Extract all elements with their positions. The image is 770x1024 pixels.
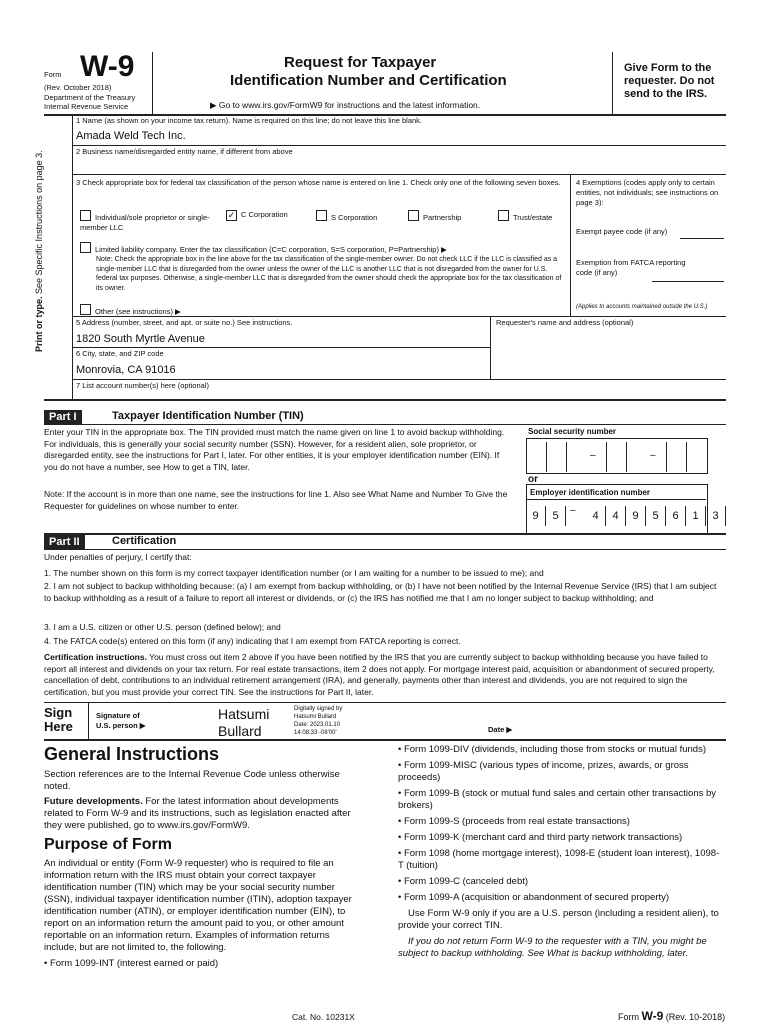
general-p1: Section references are to the Internal Revenue Code unless otherwise noted. xyxy=(44,769,340,792)
individual-checkbox[interactable] xyxy=(80,210,91,221)
give-form-1: Give Form to the xyxy=(624,62,712,74)
ein-dash: – xyxy=(570,505,576,516)
exempt-payee-code[interactable]: Exempt payee code (if any) xyxy=(576,227,668,236)
ein-digit[interactable]: 1 xyxy=(686,506,706,526)
bullet-1098: • Form 1098 (home mortgage interest), 1098-E (student loan interest), 1098-T (tuition) xyxy=(398,848,720,871)
ein-digit[interactable]: 5 xyxy=(546,506,566,526)
part1-note: Note: If the account is in more than one name, see the instructions for line 1. Also see What Name and Number To Give the Requester for guidelines on whose number to enter. xyxy=(44,489,508,511)
fatca-code[interactable]: Exemption from FATCA reporting code (if any) xyxy=(576,258,686,277)
ein-digit[interactable]: 9 xyxy=(626,506,646,526)
city-value[interactable]: Monrovia, CA 91016 xyxy=(76,364,176,376)
line6-label: 6 City, state, and ZIP code xyxy=(76,349,164,358)
form-title-1: Request for Taxpayer xyxy=(284,54,437,71)
ein-digit[interactable]: 4 xyxy=(586,506,606,526)
ssn-label: Social security number xyxy=(528,427,617,436)
give-form-2: requester. Do not xyxy=(624,75,715,87)
irs-service: Internal Revenue Service xyxy=(44,102,129,111)
ssn-dash-2: – xyxy=(650,450,656,461)
side-instructions-label: Print or type. See Specific Instructions on page 3. xyxy=(34,150,44,352)
form-title-2: Identification Number and Certification xyxy=(230,72,507,89)
llc-note: Note: Check the appropriate box in the line above for the tax classification of the single-member owner. Do not check LLC if the LLC is classified as a single-member LLC that is disregarded from the owner unless the owner of the LLC is another LLC that is not disregarded from the owner for U.S. federal tax purposes. Otherwise, a single-member LLC that is disregarded from the owner should check the appropriate box for the tax classification of its owner. xyxy=(96,256,562,292)
cert-item-3: 3. I am a U.S. citizen or other U.S. person (defined below); and xyxy=(44,622,281,632)
fatca-note: (Applies to accounts maintained outside the U.S.) xyxy=(576,304,708,310)
part2-title: Certification xyxy=(112,535,177,547)
other-option[interactable]: Other (see instructions) ▶ xyxy=(80,304,181,317)
department: Department of the Treasury xyxy=(44,93,136,102)
part2-label: Part II xyxy=(44,535,85,549)
purpose-title: Purpose of Form xyxy=(44,836,173,853)
digital-sig-2: Hatsumi Bullard xyxy=(294,714,337,720)
bullet-1099-misc: • Form 1099-MISC (various types of income, prizes, awards, or gross proceeds) xyxy=(398,760,689,783)
signature-line-1[interactable]: Hatsumi xyxy=(218,706,270,722)
ein-digit[interactable]: 3 xyxy=(706,506,726,526)
trust-checkbox[interactable] xyxy=(498,210,509,221)
cert-item-4: 4. The FATCA code(s) entered on this form (if any) indicating that I am exempt from FATCA reporting is correct. xyxy=(44,636,461,646)
ein-label: Employer identification number xyxy=(530,488,651,497)
bullet-1099-b: • Form 1099-B (stock or mutual fund sales and certain other transactions by brokers) xyxy=(398,788,717,811)
sign-label: Sign xyxy=(44,705,73,720)
part1-label: Part I xyxy=(44,410,82,424)
ein-digit[interactable]: 9 xyxy=(526,506,546,526)
future-developments: Future developments. For the latest information about developments related to Form W-9 and its instructions, such as legislation enacted after they were published, go to www.irs.gov/FormW9. xyxy=(44,796,351,831)
other-checkbox[interactable] xyxy=(80,304,91,315)
bullet-1099-s: • Form 1099-S (proceeds from real estate transactions) xyxy=(398,816,630,827)
date-label[interactable]: Date ▶ xyxy=(488,725,513,734)
ein-digit[interactable]: 4 xyxy=(606,506,626,526)
partnership-option[interactable]: Partnership xyxy=(408,210,461,223)
goto-link[interactable]: ▶ Go to www.irs.gov/FormW9 for instructions and the latest information. xyxy=(210,100,481,110)
s-corp-checkbox[interactable] xyxy=(316,210,327,221)
purpose-text: An individual or entity (Form W-9 requester) who is required to file an information return with the IRS must obtain your correct taxpayer identification number (TIN) which may be your social security number (SSN), individual taxpayer identification number (ITIN), adoption taxpayer identification number (ATIN), or employer identification number (EIN), to report on an information return the amount paid to you, or other amount reportable on an information return. Examples of information returns include, but are not limited to, the following. xyxy=(44,858,352,953)
sig-label-2: U.S. person ▶ xyxy=(96,721,146,730)
right-column xyxy=(398,744,724,960)
individual-option[interactable]: Individual/sole proprietor or single-member LLC xyxy=(80,210,210,233)
line3-label: 3 Check appropriate box for federal tax classification of the person whose name is entered on line 1. Check only one of the following seven boxes. xyxy=(76,178,561,187)
bullet-1099-k: • Form 1099-K (merchant card and third party network transactions) xyxy=(398,832,683,843)
bullet-1099-c: • Form 1099-C (canceled debt) xyxy=(398,876,529,887)
ssn-box[interactable] xyxy=(526,438,708,474)
name-value[interactable]: Amada Weld Tech Inc. xyxy=(76,130,186,142)
trust-option[interactable]: Trust/estate xyxy=(498,210,552,223)
cert-instructions: Certification instructions. You must cross out item 2 above if you have been notified by the IRS that you are currently subject to backup withholding because you have failed to report all interest and dividends on your tax return. For real estate transactions, item 2 does not apply. For mortgage interest paid, acquisition or abandonment of secured property, cancellation of debt, contributions to an individual retirement arrangement (IRA), and generally, payments other than interest and dividends, you are not required to sign the certification, but you must provide your correct TIN. See the instructions for Part II, later. xyxy=(44,652,715,697)
requester-label: Requester's name and address (optional) xyxy=(496,318,634,327)
digital-sig-4: 14:08:33 -08'00' xyxy=(294,730,337,736)
digital-sig-1: Digitally signed by xyxy=(294,706,343,712)
bullet-1099-int: • Form 1099-INT (interest earned or paid) xyxy=(44,958,219,969)
llc-option[interactable]: Limited liability company. Enter the tax classification (C=C corporation, S=S corporation, P=Partnership) ▶ xyxy=(80,242,570,255)
line5-label: 5 Address (number, street, and apt. or suite no.) See instructions. xyxy=(76,318,293,327)
part1-text: Enter your TIN in the appropriate box. The TIN provided must match the name given on line 1 to avoid backup withholding. For individuals, this is generally your social security number (SSN). However, for a resident alien, sole proprietor, or disregarded entity, see the instructions for Part I, later. For other entities, it is your employer identification number (EIN). If you do not have a number, see How to get a TIN, later. xyxy=(44,427,505,472)
bullet-1099-a: • Form 1099-A (acquisition or abandonment of secured property) xyxy=(398,892,670,903)
if-not-return-text: If you do not return Form W-9 to the requester with a TIN, you might be subject to backup withholding. See What is backup withholding, later. xyxy=(398,936,707,959)
line2-label: 2 Business name/disregarded entity name, if different from above xyxy=(76,147,293,156)
give-form-3: send to the IRS. xyxy=(624,88,708,100)
ssn-dash-1: – xyxy=(590,450,596,461)
here-label: Here xyxy=(44,719,73,734)
line1-label: 1 Name (as shown on your income tax return). Name is required on this line; do not leave this line blank. xyxy=(76,116,423,125)
address-value[interactable]: 1820 South Myrtle Avenue xyxy=(76,333,205,345)
general-instructions-title: General Instructions xyxy=(44,744,220,764)
c-corp-checkbox[interactable]: ✓ xyxy=(227,210,236,220)
llc-checkbox[interactable] xyxy=(80,242,91,253)
use-form-text: Use Form W-9 only if you are a U.S. person (including a resident alien), to provide your correct TIN. xyxy=(398,908,719,931)
line7-label: 7 List account number(s) here (optional) xyxy=(76,381,209,390)
form-id: W-9 xyxy=(80,50,135,83)
partnership-checkbox[interactable] xyxy=(408,210,419,221)
cert-item-1: 1. The number shown on this form is my correct taxpayer identification number (or I am waiting for a number to be issued to me); and xyxy=(44,568,544,578)
exemptions-title: 4 Exemptions (codes apply only to certain entities, not individuals; see instructions on page 3): xyxy=(576,178,719,207)
form-word: Form xyxy=(44,70,62,79)
footer-form: Form W-9 (Rev. 10-2018) xyxy=(618,1009,726,1023)
signature-line-2[interactable]: Bullard xyxy=(218,723,262,739)
part2-intro: Under penalties of perjury, I certify that: xyxy=(44,552,192,562)
cert-item-2: 2. I am not subject to backup withholding because: (a) I am exempt from backup withholding, or (b) I have not been notified by the Internal Revenue Service (IRS) that I am subject to backup withholding as a result of a failure to report all interest or dividends, or (c) the IRS has notified me that I am no longer subject to backup withholding; and xyxy=(44,581,717,603)
bullet-1099-div: • Form 1099-DIV (dividends, including those from stocks or mutual funds) xyxy=(398,744,706,755)
ein-digit[interactable]: 5 xyxy=(646,506,666,526)
revision: (Rev. October 2018) xyxy=(44,83,112,92)
digital-sig-3: Date: 2023.01.10 xyxy=(294,722,341,728)
sig-label-1: Signature of xyxy=(96,711,140,720)
s-corporation-option[interactable]: S Corporation xyxy=(316,210,377,223)
ein-digit[interactable]: 6 xyxy=(666,506,686,526)
or-label: or xyxy=(528,474,538,485)
part1-title: Taxpayer Identification Number (TIN) xyxy=(112,410,304,422)
c-corporation-option[interactable]: ✓ C Corporation xyxy=(227,210,288,220)
catalog-number: Cat. No. 10231X xyxy=(292,1012,355,1022)
form-header xyxy=(44,50,726,116)
